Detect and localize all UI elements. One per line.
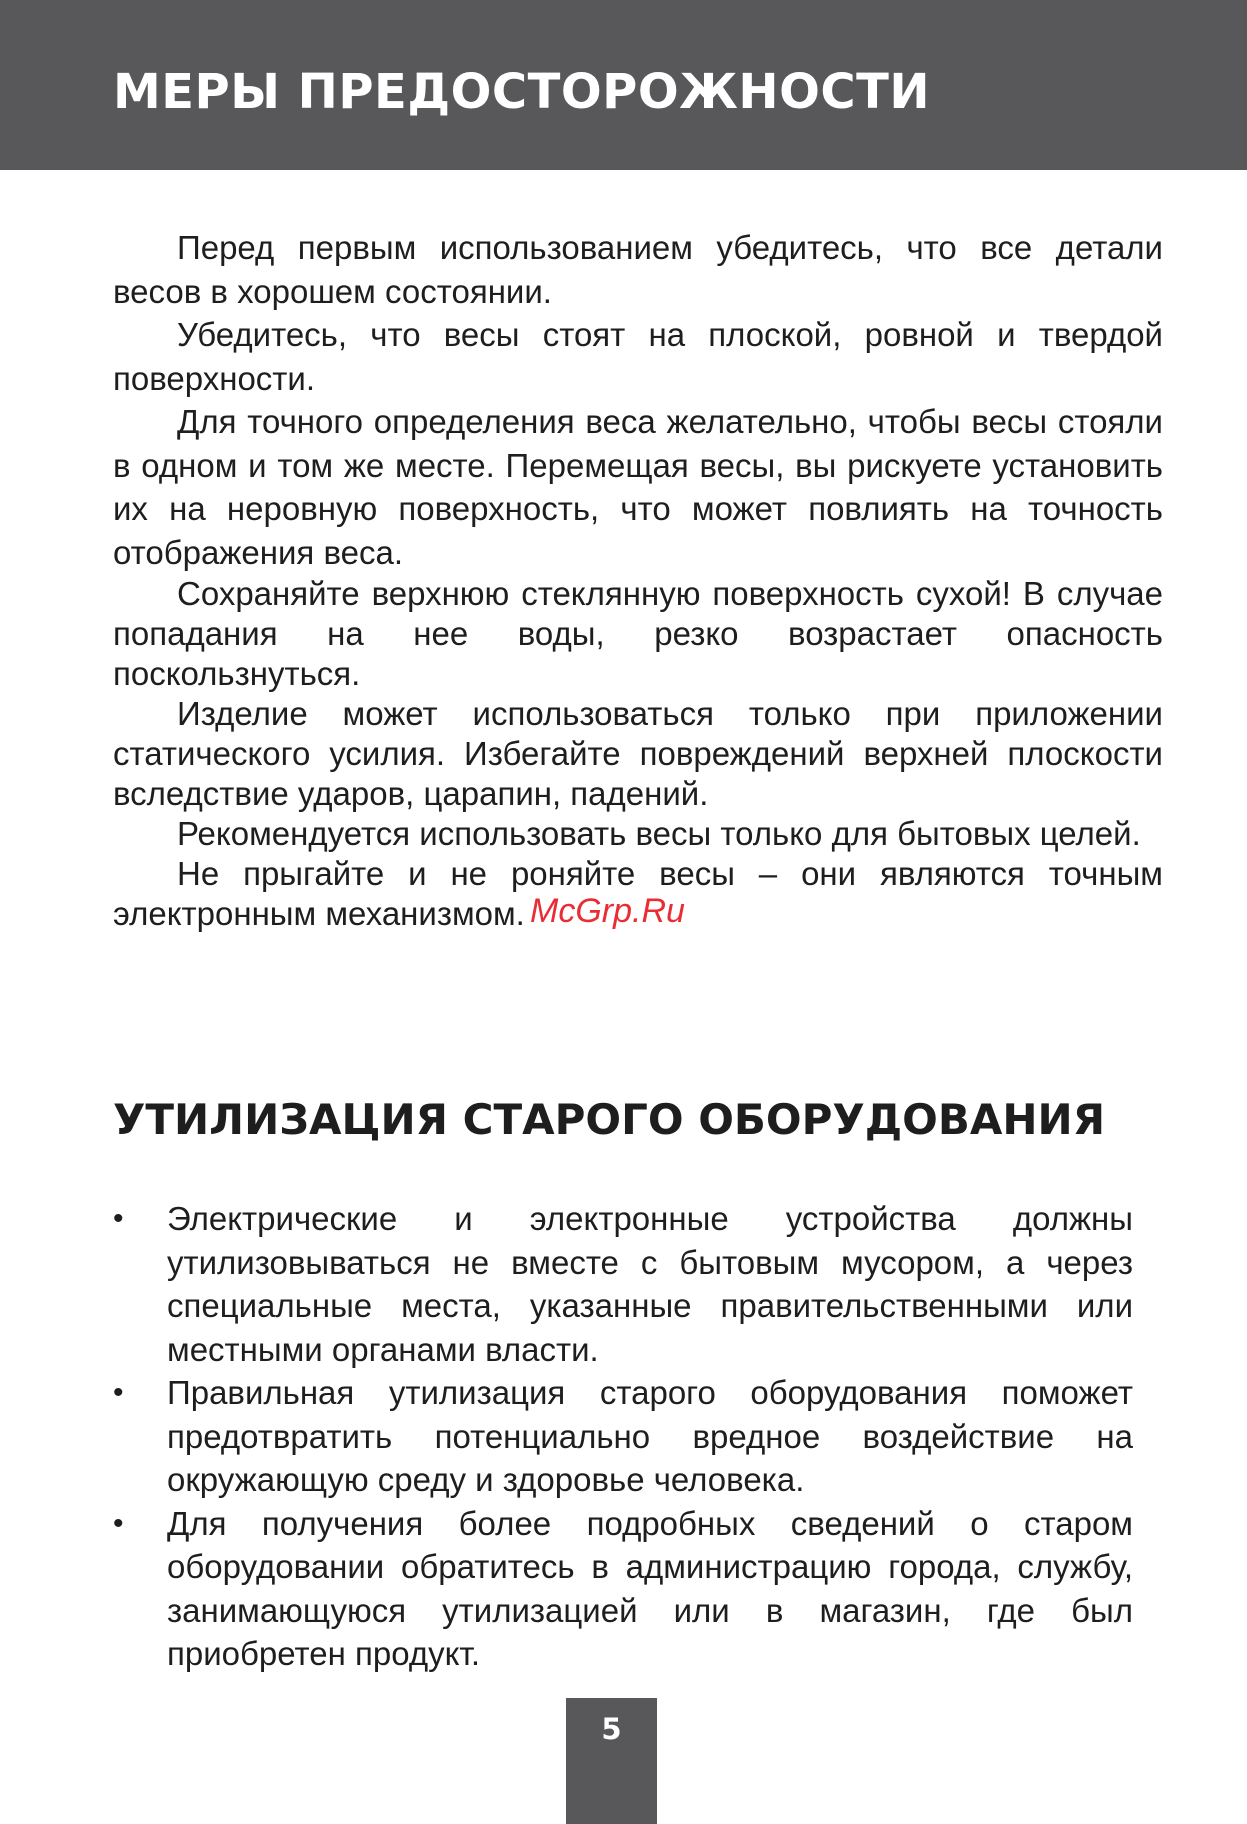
page-number-tab xyxy=(566,1698,657,1824)
header-bar xyxy=(0,0,1247,170)
list-item xyxy=(113,1197,1133,1371)
page-number: 5 xyxy=(601,1712,622,1746)
list-item xyxy=(113,1371,1133,1502)
list-item-text: Для получения более подробных сведений о старом оборудовании обратитесь в администрацию города, службу, занимающуюся утилизацией или в магазин, где был приобретен продукт. xyxy=(167,1504,1133,1672)
list-item-text: Электрические и электронные устройства должны утилизовываться не вместе с бытовым мусором, а через специальные места, указанные правительственными или местными органами власти. xyxy=(167,1200,1133,1368)
bullet-icon: • xyxy=(113,1506,124,1540)
bullet-icon: • xyxy=(113,1376,124,1409)
watermark: McGrp.Ru xyxy=(530,892,685,930)
bullet-icon: • xyxy=(113,1202,124,1235)
section-title: УТИЛИЗАЦИЯ СТАРОГО ОБОРУДОВАНИЯ xyxy=(113,1095,1106,1144)
disposal-list xyxy=(113,1197,1133,1676)
precaution-paragraph: Сохраняйте верхнюю стеклянную поверхность сухой! В случае попадания на нее воды, резко возрастает опасность поскользнуться. xyxy=(113,575,1163,692)
list-item xyxy=(113,1502,1133,1676)
precaution-paragraph: Убедитесь, что весы стоят на плоской, ровной и твердой поверхности. xyxy=(113,316,1163,397)
precaution-paragraph: Не прыгайте и не роняйте весы – они являются точным электронным механизмом. xyxy=(113,855,1163,932)
precautions-section xyxy=(113,226,1163,934)
list-item-text: Правильная утилизация старого оборудования поможет предотвратить потенциально вредное воздействие на окружающую среду и здоровье человека. xyxy=(167,1374,1133,1498)
page-title: МЕРЫ ПРЕДОСТОРОЖНОСТИ xyxy=(113,64,931,120)
precaution-paragraph: Перед первым использованием убедитесь, что все детали весов в хорошем состоянии. xyxy=(113,229,1163,310)
precaution-paragraph: Для точного определения веса желательно, чтобы весы стояли в одном и том же месте. Перемещая весы, вы рискуете установить их на неровную поверхность, что может повлиять на точность отображения веса. xyxy=(113,403,1163,571)
precaution-paragraph: Изделие может использоваться только при приложении статического усилия. Избегайте повреждений верхней плоскости вследствие ударов, царапин, падений. xyxy=(113,695,1163,812)
precaution-paragraph: Рекомендуется использовать весы только для бытовых целей. xyxy=(177,815,1141,852)
